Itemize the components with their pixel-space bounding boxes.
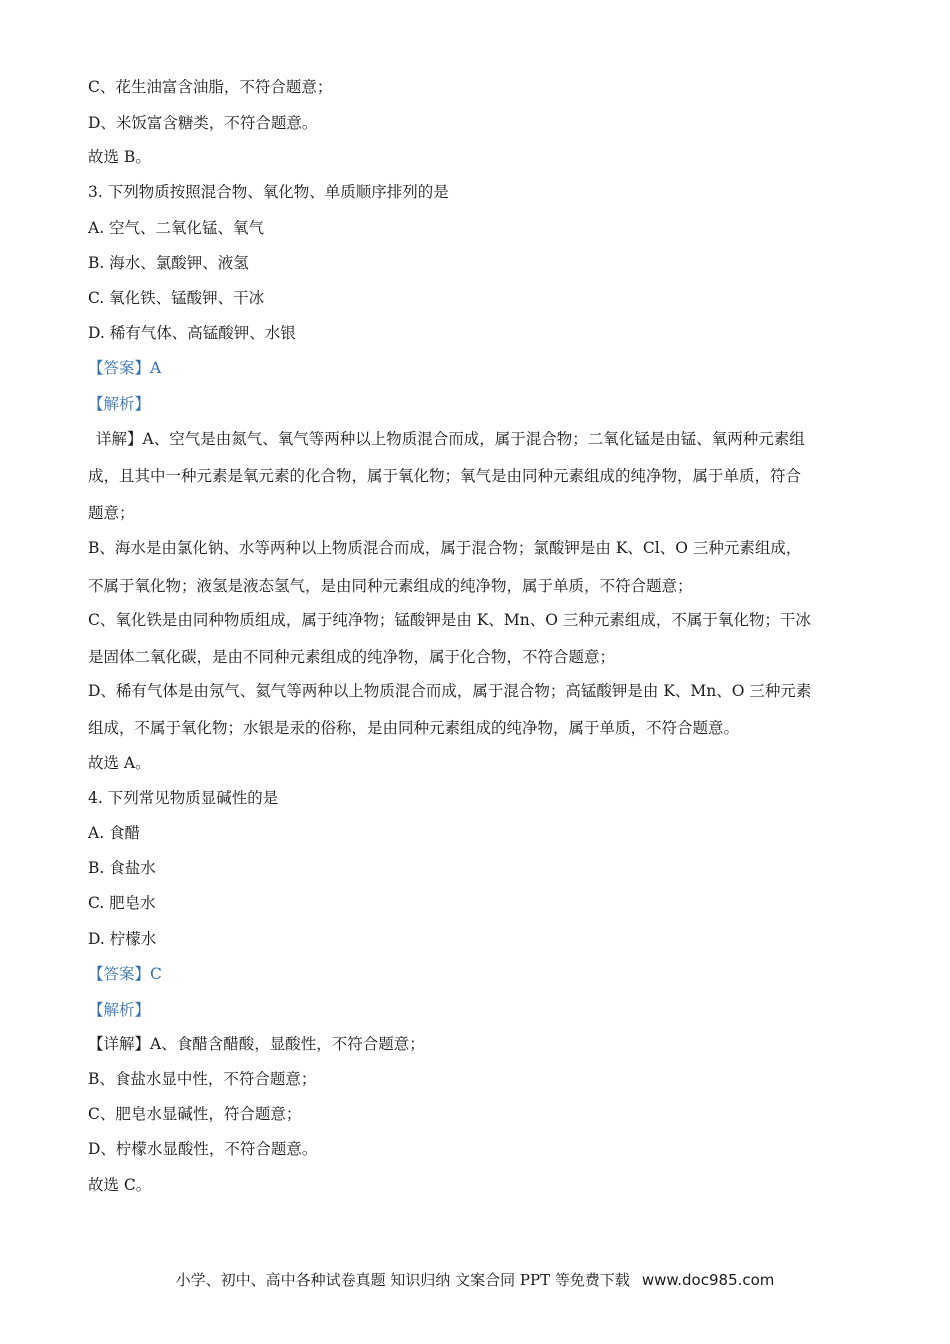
footer-url[interactable]: www.doc985.com	[641, 1271, 775, 1289]
analysis-paragraph: 详解】A、空气是由氮气、氧气等两种以上物质混合而成，属于混合物；二氧化锰是由锰、氧两种元素组	[96, 430, 805, 448]
answer-label: 【答案】A	[88, 359, 162, 377]
analysis-paragraph: 成，且其中一种元素是氧元素的化合物，属于氧化物；氧气是由同种元素组成的纯净物，属于单质，符合	[88, 467, 802, 485]
question-3-option-d: D. 稀有气体、高锰酸钾、水银	[88, 324, 296, 342]
analysis-paragraph: C、氧化铁是由同种物质组成，属于纯净物；锰酸钾是由 K、Mn、O 三种元素组成，不属于氧化物；干冰	[88, 611, 811, 629]
question-4-option-d: D. 柠檬水	[88, 930, 157, 948]
analysis-paragraph: D、稀有气体是由氖气、氦气等两种以上物质混合而成，属于混合物；高锰酸钾是由 K、Mn、O 三种元素	[88, 682, 812, 700]
analysis-label: 【解析】	[88, 395, 151, 413]
analysis-label: 【解析】	[88, 1001, 151, 1019]
analysis-paragraph: B、食盐水显中性，不符合题意；	[88, 1070, 317, 1088]
page-footer	[0, 1270, 950, 1290]
question-4-option-c: C. 肥皂水	[88, 894, 156, 912]
analysis-paragraph: B、海水是由氯化钠、水等两种以上物质混合而成，属于混合物；氯酸钾是由 K、Cl、O 三种元素组成，	[88, 539, 802, 557]
analysis-paragraph: 【详解】A、食醋含醋酸，显酸性，不符合题意；	[88, 1035, 425, 1053]
footer-text: 小学、初中、高中各种试卷真题 知识归纳 文案合同 PPT 等免费下载	[175, 1271, 630, 1289]
text-line: 故选 A。	[88, 754, 151, 772]
analysis-paragraph: 题意；	[88, 504, 135, 522]
question-3-option-c: C. 氧化铁、锰酸钾、干冰	[88, 289, 265, 307]
analysis-paragraph: 是固体二氧化碳，是由不同种元素组成的纯净物，属于化合物，不符合题意；	[88, 648, 616, 666]
text-line: 故选 B。	[88, 148, 151, 166]
text-line: C、花生油富含油脂，不符合题意；	[88, 78, 333, 96]
question-4-stem: 4. 下列常见物质显碱性的是	[88, 789, 279, 807]
answer-label: 【答案】C	[88, 965, 162, 983]
analysis-paragraph: 组成，不属于氧化物；水银是汞的俗称，是由同种元素组成的纯净物，属于单质，不符合题意。	[88, 719, 740, 737]
analysis-paragraph: 不属于氧化物；液氢是液态氢气，是由同种元素组成的纯净物，属于单质，不符合题意；	[88, 577, 693, 595]
question-3-option-a: A. 空气、二氧化锰、氧气	[88, 219, 265, 237]
text-line: 故选 C。	[88, 1176, 152, 1194]
question-3-option-b: B. 海水、氯酸钾、液氢	[88, 254, 249, 272]
question-4-option-a: A. 食醋	[88, 824, 141, 842]
analysis-paragraph: D、柠檬水显酸性，不符合题意。	[88, 1140, 318, 1158]
text-line: D、米饭富含糖类，不符合题意。	[88, 114, 318, 132]
question-4-option-b: B. 食盐水	[88, 859, 156, 877]
question-3-stem: 3. 下列物质按照混合物、氧化物、单质顺序排列的是	[88, 183, 449, 201]
analysis-paragraph: C、肥皂水显碱性，符合题意；	[88, 1105, 302, 1123]
